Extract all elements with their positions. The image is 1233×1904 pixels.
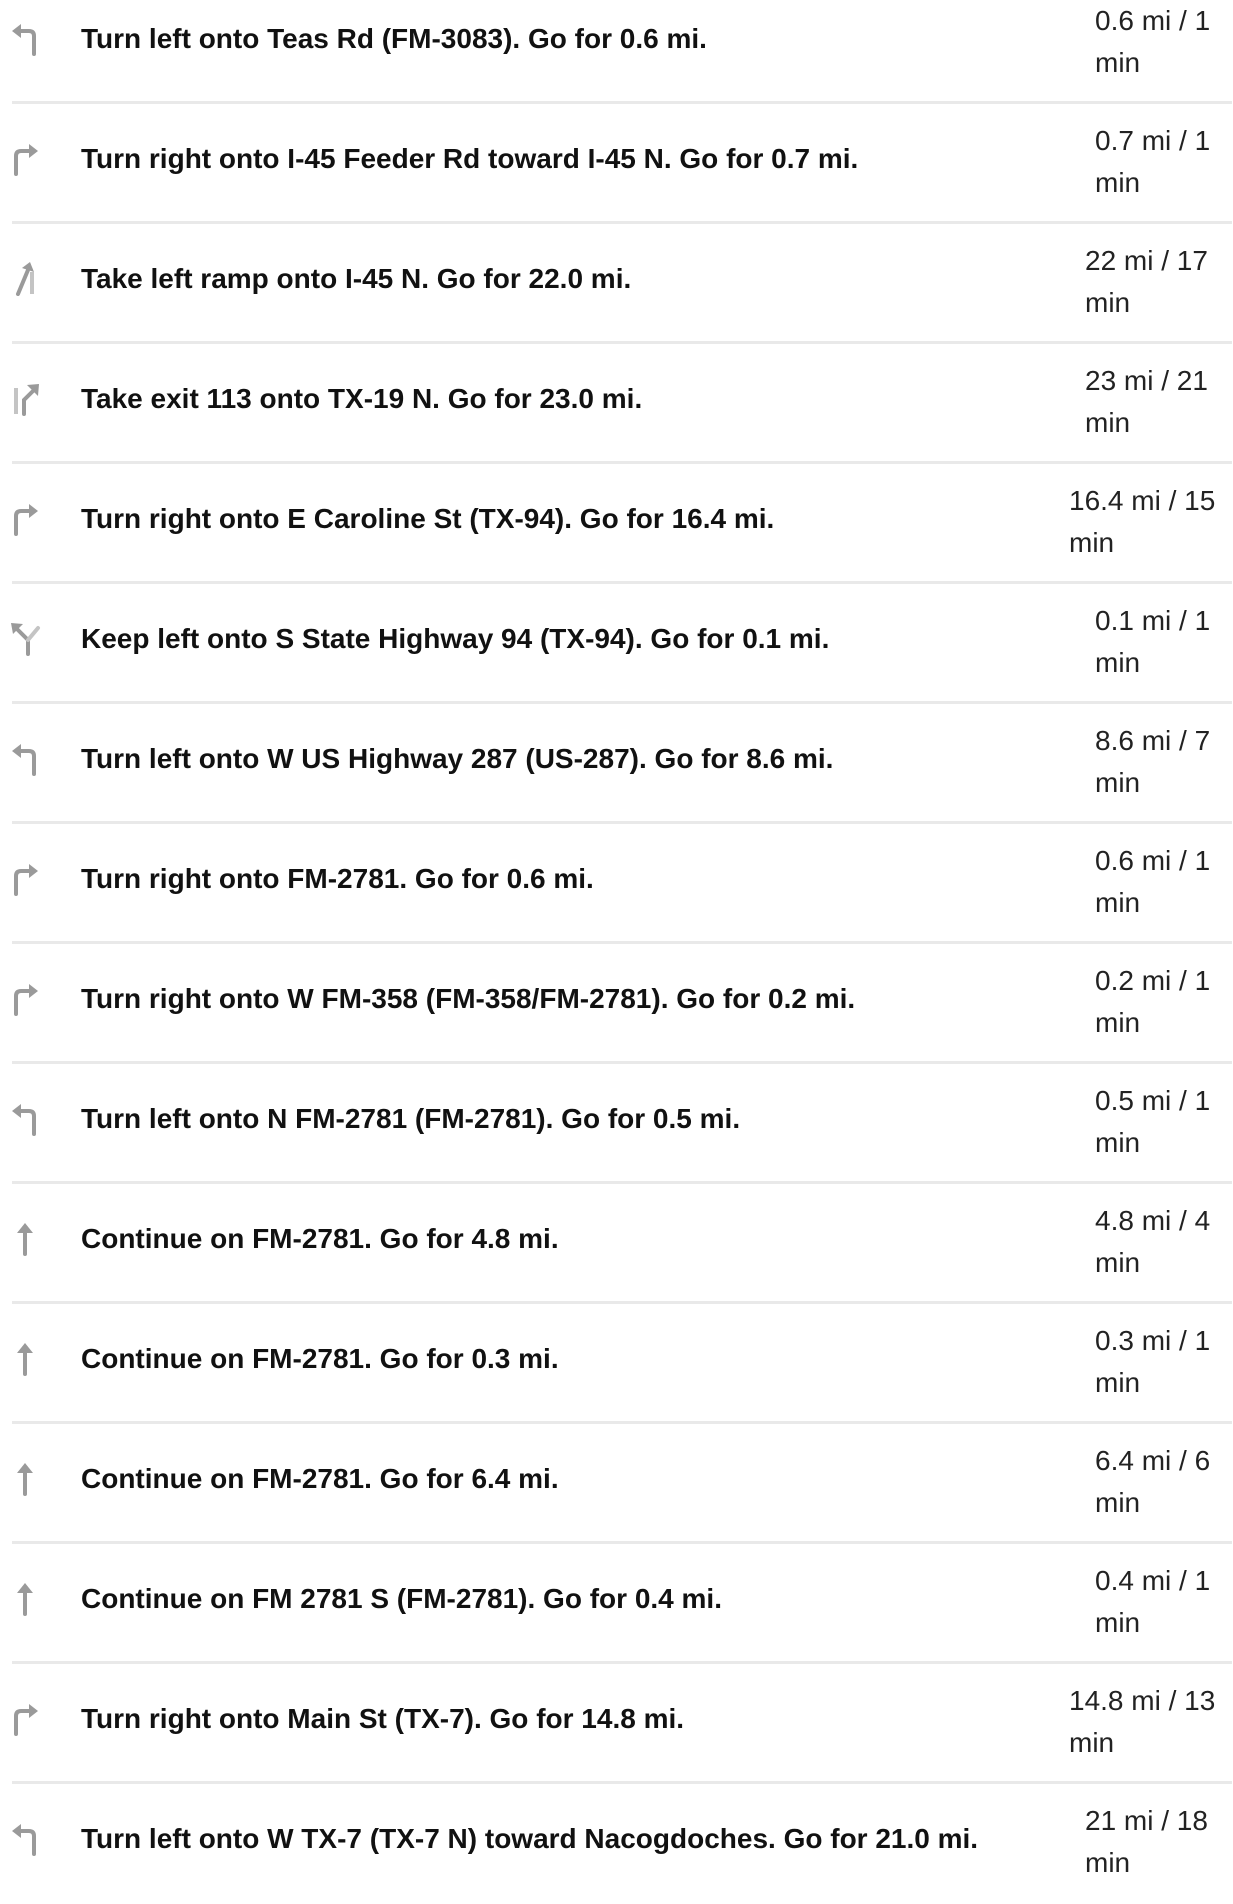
turn-left-icon [8, 20, 42, 56]
step-duration-unit: min [1095, 1127, 1141, 1158]
step-duration-unit: min [1095, 1247, 1141, 1278]
step-distance: 16.4 mi / 15 [1069, 485, 1216, 516]
direction-step[interactable] [0, 1184, 1233, 1304]
direction-step[interactable] [0, 1304, 1233, 1424]
turn-right-icon [8, 140, 42, 176]
continue-straight-icon [8, 1580, 42, 1616]
direction-step[interactable] [0, 1424, 1233, 1544]
keep-left-icon [8, 620, 42, 656]
continue-straight-icon [8, 1460, 42, 1496]
direction-step[interactable] [0, 824, 1233, 944]
step-distance-time [1095, 1200, 1233, 1284]
exit-right-icon [8, 380, 42, 416]
direction-step[interactable] [0, 1664, 1233, 1784]
step-distance: 0.5 mi / 1 [1095, 1085, 1211, 1116]
direction-step[interactable] [0, 944, 1233, 1064]
continue-straight-icon [8, 1340, 42, 1376]
step-duration-unit: min [1095, 1367, 1141, 1398]
step-distance-time [1095, 1080, 1233, 1164]
turn-right-icon [8, 500, 42, 536]
step-instruction: Keep left onto S State Highway 94 (TX-94). Go for 0.1 mi. [81, 623, 830, 654]
step-duration-unit: min [1069, 527, 1115, 558]
step-distance-time [1085, 360, 1233, 444]
turn-left-icon [8, 1100, 42, 1136]
step-distance-time [1095, 1440, 1233, 1524]
step-distance: 0.4 mi / 1 [1095, 1565, 1211, 1596]
step-duration-unit: min [1095, 1007, 1141, 1038]
step-distance-time [1069, 1680, 1233, 1764]
direction-step[interactable] [0, 1064, 1233, 1184]
step-distance-time [1085, 240, 1233, 324]
step-instruction: Turn right onto I-45 Feeder Rd toward I-45 N. Go for 0.7 mi. [81, 143, 859, 174]
step-distance-time [1095, 120, 1233, 204]
direction-step[interactable] [0, 344, 1233, 464]
step-instruction: Turn left onto N FM-2781 (FM-2781). Go for 0.5 mi. [81, 1103, 741, 1134]
direction-step[interactable] [0, 224, 1233, 344]
step-instruction: Turn right onto W FM-358 (FM-358/FM-2781). Go for 0.2 mi. [81, 983, 856, 1014]
step-distance: 6.4 mi / 6 [1095, 1445, 1211, 1476]
step-duration-unit: min [1085, 1847, 1131, 1878]
ramp-left-icon [8, 260, 42, 296]
step-distance: 0.7 mi / 1 [1095, 125, 1211, 156]
direction-step[interactable] [0, 704, 1233, 824]
step-distance: 0.6 mi / 1 [1095, 5, 1211, 36]
step-distance-time [1095, 960, 1233, 1044]
step-instruction: Turn right onto E Caroline St (TX-94). Go for 16.4 mi. [81, 503, 775, 534]
step-duration-unit: min [1095, 1607, 1141, 1638]
step-instruction: Continue on FM-2781. Go for 0.3 mi. [81, 1343, 559, 1374]
step-duration-unit: min [1095, 767, 1141, 798]
step-duration-unit: min [1095, 47, 1141, 78]
step-distance: 0.1 mi / 1 [1095, 605, 1211, 636]
step-instruction: Continue on FM 2781 S (FM-2781). Go for 0.4 mi. [81, 1583, 722, 1614]
step-instruction: Continue on FM-2781. Go for 6.4 mi. [81, 1463, 559, 1494]
step-distance: 4.8 mi / 4 [1095, 1205, 1211, 1236]
step-duration-unit: min [1085, 287, 1131, 318]
step-duration-unit: min [1095, 167, 1141, 198]
step-distance: 8.6 mi / 7 [1095, 725, 1211, 756]
step-distance: 0.6 mi / 1 [1095, 845, 1211, 876]
step-instruction: Turn left onto Teas Rd (FM-3083). Go for 0.6 mi. [81, 23, 707, 54]
turn-left-icon [8, 1820, 42, 1856]
turn-right-icon [8, 1700, 42, 1736]
direction-step[interactable] [0, 1544, 1233, 1664]
step-distance: 22 mi / 17 [1085, 245, 1208, 276]
step-distance-time [1095, 0, 1233, 84]
step-distance: 23 mi / 21 [1085, 365, 1208, 396]
step-instruction: Turn right onto Main St (TX-7). Go for 14.8 mi. [81, 1703, 685, 1734]
step-instruction: Turn left onto W TX-7 (TX-7 N) toward Nacogdoches. Go for 21.0 mi. [81, 1823, 979, 1854]
step-distance-time [1069, 480, 1233, 564]
step-instruction: Take left ramp onto I-45 N. Go for 22.0 mi. [81, 263, 632, 294]
direction-step[interactable] [0, 104, 1233, 224]
step-distance: 14.8 mi / 13 [1069, 1685, 1216, 1716]
step-distance-time [1095, 600, 1233, 684]
step-instruction: Turn right onto FM-2781. Go for 0.6 mi. [81, 863, 594, 894]
step-distance-time [1095, 720, 1233, 804]
step-instruction: Take exit 113 onto TX-19 N. Go for 23.0 mi. [81, 383, 643, 414]
direction-step[interactable] [0, 584, 1233, 704]
step-duration-unit: min [1095, 887, 1141, 918]
step-duration-unit: min [1085, 407, 1131, 438]
step-distance-time [1095, 840, 1233, 924]
turn-left-icon [8, 740, 42, 776]
step-duration-unit: min [1095, 1487, 1141, 1518]
step-distance: 21 mi / 18 [1085, 1805, 1208, 1836]
continue-straight-icon [8, 1220, 42, 1256]
direction-step[interactable] [0, 464, 1233, 584]
direction-step[interactable] [0, 0, 1233, 104]
step-distance-time [1085, 1800, 1233, 1884]
step-distance-time [1095, 1560, 1233, 1644]
step-duration-unit: min [1069, 1727, 1115, 1758]
direction-step[interactable] [0, 1784, 1233, 1904]
step-distance: 0.3 mi / 1 [1095, 1325, 1211, 1356]
step-distance: 0.2 mi / 1 [1095, 965, 1211, 996]
turn-right-icon [8, 860, 42, 896]
step-duration-unit: min [1095, 647, 1141, 678]
turn-right-icon [8, 980, 42, 1016]
step-instruction: Continue on FM-2781. Go for 4.8 mi. [81, 1223, 559, 1254]
step-distance-time [1095, 1320, 1233, 1404]
step-instruction: Turn left onto W US Highway 287 (US-287). Go for 8.6 mi. [81, 743, 834, 774]
